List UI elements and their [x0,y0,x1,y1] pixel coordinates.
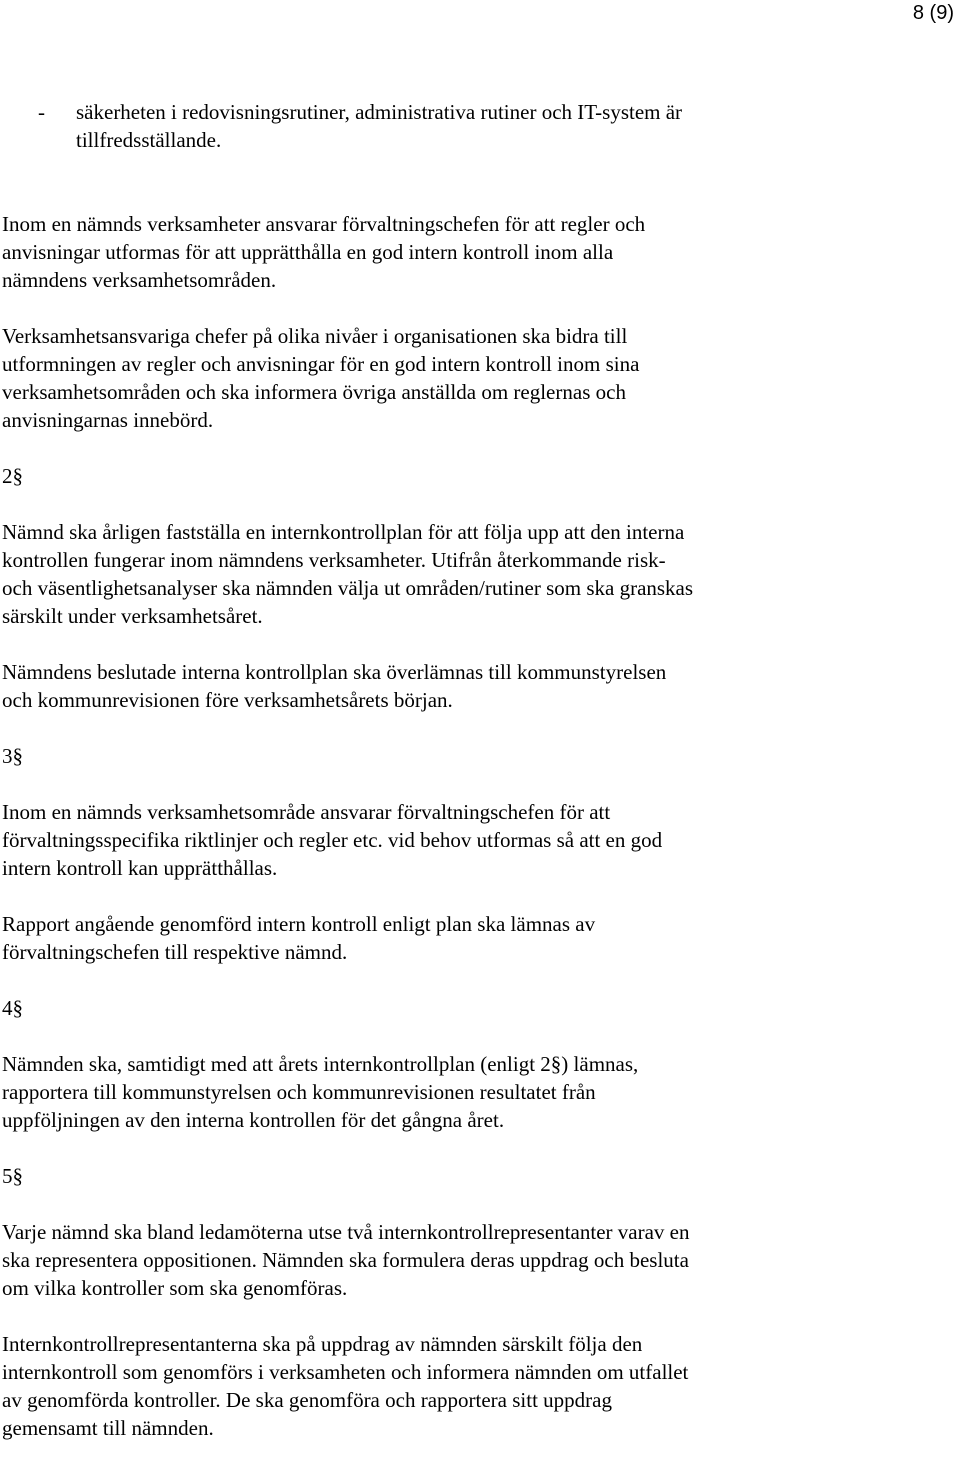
page-number: 8 (9) [912,2,954,24]
section-3-paragraph-1: Inom en nämnds verksamhetsområde ansvarar förvaltningschefen för att förvaltningsspecifika riktlinjer och regler etc. vid behov utformas så att en god intern kontroll kan upprätthållas. [2,800,663,880]
section-heading-3: 3§ [2,744,23,768]
section-4-paragraph-1: Nämnden ska, samtidigt med att årets internkontrollplan (enligt 2§) lämnas, rapportera till kommunstyrelsen och kommunrevisionen resultatet från uppföljningen av den interna kontrollen för det gångna året. [2,1052,639,1132]
bullet-text: säkerheten i redovisningsrutiner, administrativa rutiner och IT-system är tillfredsställande. [76,100,683,152]
section-2-paragraph-1: Nämnd ska årligen fastställa en internkontrollplan för att följa upp att den interna kontrollen fungerar inom nämndens verksamheter. Utifrån återkommande risk- och väsentlighetsanalyser ska nämnden välja ut områden/rutiner som ska granskas särskilt under verksamhetsåret. [2,520,694,628]
list-item [2,98,902,154]
section-heading-2: 2§ [2,464,23,488]
section-heading-5: 5§ [2,1164,23,1188]
paragraph-managers: Verksamhetsansvariga chefer på olika nivåer i organisationen ska bidra till utformningen av regler och anvisningar för en god intern kontroll inom sina verksamhetsområden och ska informera övriga anställda om reglernas och anvisningarnas innebörd. [2,324,640,432]
document-body [2,98,902,1442]
section-2-paragraph-2: Nämndens beslutade interna kontrollplan ska överlämnas till kommunstyrelsen och kommunrevisionen före verksamhetsårets början. [2,660,667,712]
bullet-dash: - [38,100,45,124]
paragraph-responsibility: Inom en nämnds verksamheter ansvarar förvaltningschefen för att regler och anvisningar utformas för att upprätthålla en god intern kontroll inom alla nämndens verksamhetsområden. [2,212,646,292]
section-3-paragraph-2: Rapport angående genomförd intern kontroll enligt plan ska lämnas av förvaltningschefen till respektive nämnd. [2,912,596,964]
section-5-paragraph-2: Internkontrollrepresentanterna ska på uppdrag av nämnden särskilt följa den internkontroll som genomförs i verksamheten och informera nämnden om utfallet av genomförda kontroller. De ska genomföra och rapportera sitt uppdrag gemensamt till nämnden. [2,1332,689,1440]
section-heading-4: 4§ [2,996,23,1020]
section-5-paragraph-1: Varje nämnd ska bland ledamöterna utse två internkontrollrepresentanter varav en ska representera oppositionen. Nämnden ska formulera deras uppdrag och besluta om vilka kontroller som ska genomföras. [2,1220,690,1300]
